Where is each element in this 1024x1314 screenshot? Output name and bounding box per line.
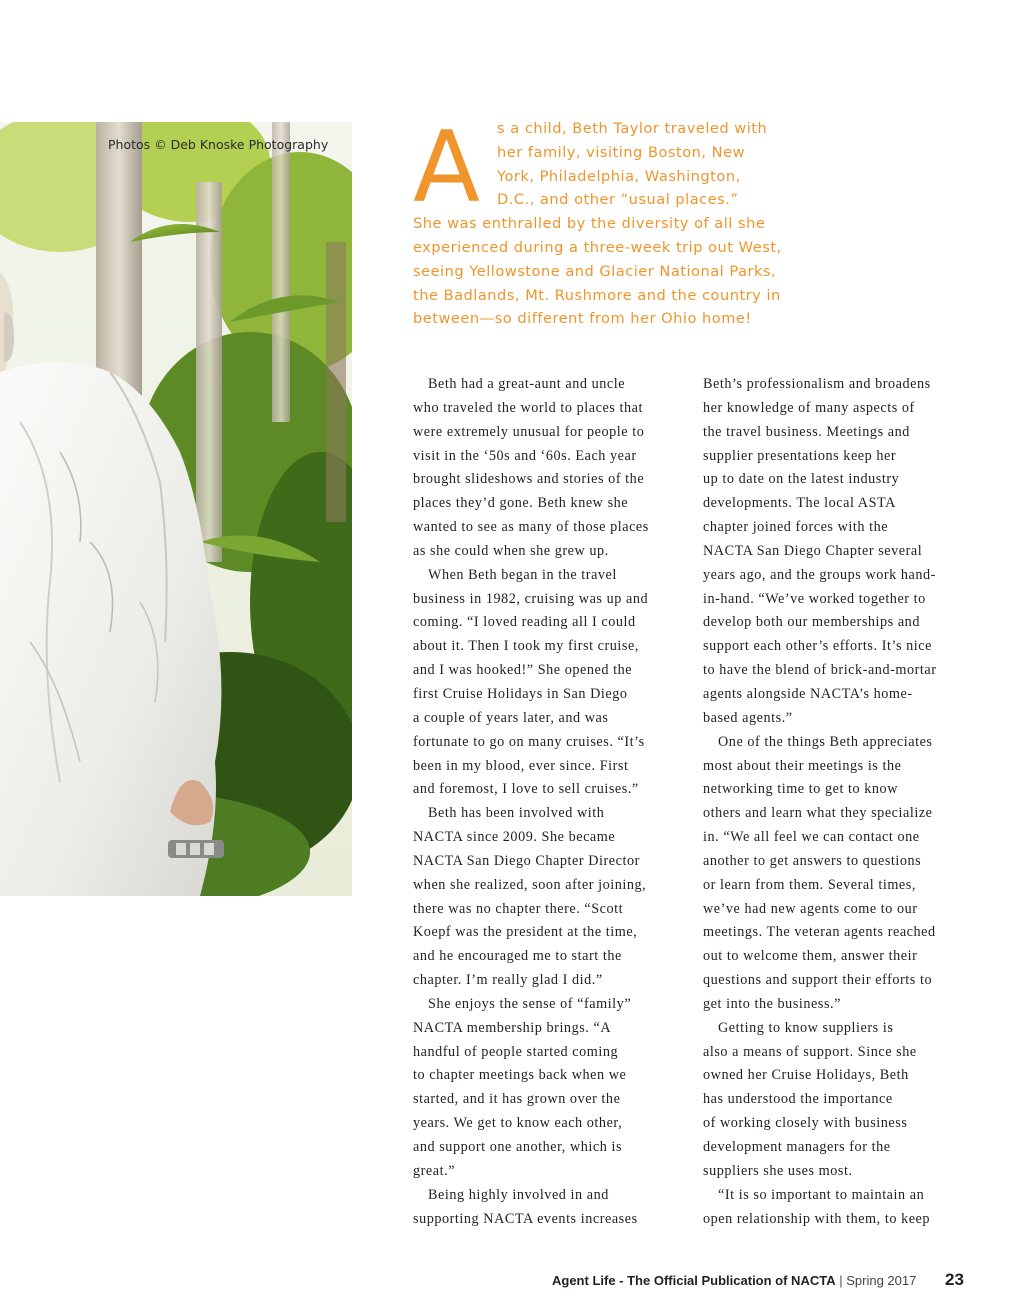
body-line: Beth had a great-aunt and uncle <box>428 376 626 392</box>
body-line: a couple of years later, and was <box>413 709 609 726</box>
body-line: develop both our memberships and <box>703 614 920 631</box>
feature-photo <box>0 122 352 896</box>
body-line: years. We get to know each other, <box>413 1115 623 1132</box>
intro-line: seeing Yellowstone and Glacier National Parks, <box>413 262 777 280</box>
body-line: coming. “I loved reading all I could <box>413 614 636 631</box>
body-line: the travel business. Meetings and <box>703 423 910 440</box>
body-line: open relationship with them, to keep <box>703 1210 931 1227</box>
body-line: supporting NACTA events increases <box>413 1210 638 1227</box>
body-line: NACTA San Diego Chapter Director <box>413 852 640 869</box>
body-line: started, and it has grown over the <box>413 1091 621 1108</box>
body-line: places they’d gone. Beth knew she <box>413 495 629 512</box>
article-column-right <box>703 373 973 1231</box>
intro-line: the Badlands, Mt. Rushmore and the country in <box>413 286 781 304</box>
intro-line: between—so different from her Ohio home! <box>413 310 752 328</box>
body-line: in-hand. “We’ve worked together to <box>703 590 926 607</box>
body-line: and support one another, which is <box>413 1139 623 1155</box>
intro-line: York, Philadelphia, Washington, <box>497 167 741 185</box>
intro-line: D.C., and other “usual places.” <box>497 191 739 209</box>
body-line: visit in the ‘50s and ‘60s. Each year <box>413 447 637 464</box>
body-line: Beth has been involved with <box>428 805 605 822</box>
footer-separator: | <box>839 1273 843 1288</box>
body-line: when she realized, soon after joining, <box>413 876 647 893</box>
body-line: and he encouraged me to start the <box>413 948 622 965</box>
body-line: first Cruise Holidays in San Diego <box>413 685 628 702</box>
body-line: and foremost, I love to sell cruises.” <box>413 781 639 798</box>
intro-paragraph <box>413 111 793 331</box>
body-line: business in 1982, cruising was up and <box>413 590 649 607</box>
body-line: most about their meetings is the <box>703 757 902 774</box>
body-line: handful of people started coming <box>413 1043 619 1060</box>
body-line: we’ve had new agents come to our <box>703 900 918 917</box>
intro-line: experienced during a three-week trip out West, <box>413 238 782 256</box>
body-line: Koepf was the president at the time, <box>413 924 638 941</box>
article-column-left <box>413 373 683 1231</box>
body-line: fortunate to go on many cruises. “It’s <box>413 733 645 750</box>
body-line: support each other’s efforts. It’s nice <box>703 638 932 655</box>
body-line: developments. The local ASTA <box>703 495 896 512</box>
page-number: 23 <box>945 1270 964 1289</box>
body-line: wanted to see as many of those places <box>413 519 649 536</box>
body-line: owned her Cruise Holidays, Beth <box>703 1067 909 1084</box>
body-line: When Beth began in the travel <box>428 566 617 583</box>
body-line: her knowledge of many aspects of <box>703 399 915 416</box>
body-line: meetings. The veteran agents reached <box>703 924 936 941</box>
body-line: out to welcome them, answer their <box>703 948 918 965</box>
body-line: in. “We all feel we can contact one <box>703 829 920 846</box>
body-line: NACTA since 2009. She became <box>413 829 616 846</box>
body-line: networking time to get to know <box>703 781 899 798</box>
portrait-image <box>0 122 352 896</box>
intro-line: s a child, Beth Taylor traveled with <box>497 120 768 137</box>
intro-line: She was enthralled by the diversity of all she <box>413 215 766 233</box>
body-line: up to date on the latest industry <box>703 471 900 488</box>
body-line: to chapter meetings back when we <box>413 1067 627 1084</box>
page-footer <box>552 1273 916 1293</box>
body-line: and I was hooked!” She opened the <box>413 662 633 679</box>
body-line: others and learn what they specialize <box>703 805 933 822</box>
body-line: supplier presentations keep her <box>703 447 897 464</box>
body-line: brought slideshows and stories of the <box>413 471 645 488</box>
body-line: there was no chapter there. “Scott <box>413 900 624 917</box>
body-line: great.” <box>413 1162 456 1179</box>
body-line: of working closely with business <box>703 1115 908 1132</box>
body-line: who traveled the world to places that <box>413 399 643 416</box>
body-line: about it. Then I took my first cruise, <box>413 638 639 655</box>
body-line: years ago, and the groups work hand- <box>703 566 936 583</box>
body-line: NACTA San Diego Chapter several <box>703 542 923 559</box>
body-line: One of the things Beth appreciates <box>718 733 933 750</box>
body-line: “It is so important to maintain an <box>718 1186 925 1203</box>
body-line: been in my blood, ever since. First <box>413 757 629 774</box>
body-line: She enjoys the sense of “family” <box>428 995 632 1012</box>
body-line: chapter joined forces with the <box>703 519 889 536</box>
body-line: NACTA membership brings. “A <box>413 1019 612 1036</box>
body-line: has understood the importance <box>703 1091 893 1108</box>
body-line: to have the blend of brick-and-mortar <box>703 662 937 679</box>
body-line: were extremely unusual for people to <box>413 423 645 440</box>
body-line: Being highly involved in and <box>428 1186 609 1203</box>
body-line: chapter. I’m really glad I did.” <box>413 972 603 989</box>
body-line: suppliers she uses most. <box>703 1162 853 1179</box>
body-line: based agents.” <box>703 709 793 726</box>
body-line: agents alongside NACTA’s home- <box>703 685 913 702</box>
body-line: as she could when she grew up. <box>413 542 609 559</box>
body-line: also a means of support. Since she <box>703 1043 917 1060</box>
drop-cap: A <box>413 111 481 225</box>
photo-credit: Photos © Deb Knoske Photography <box>108 137 329 152</box>
body-line: development managers for the <box>703 1139 891 1155</box>
publication-name: Agent Life - The Official Publication of NACTA <box>552 1273 836 1288</box>
body-line: another to get answers to questions <box>703 852 922 869</box>
intro-line: her family, visiting Boston, New <box>497 143 746 161</box>
body-line: questions and support their efforts to <box>703 972 933 989</box>
body-line: or learn from them. Several times, <box>703 876 916 893</box>
body-line: Beth’s professionalism and broadens <box>703 376 931 392</box>
body-line: get into the business.” <box>703 995 841 1012</box>
body-line: Getting to know suppliers is <box>718 1019 894 1036</box>
issue-season: Spring 2017 <box>846 1273 917 1288</box>
